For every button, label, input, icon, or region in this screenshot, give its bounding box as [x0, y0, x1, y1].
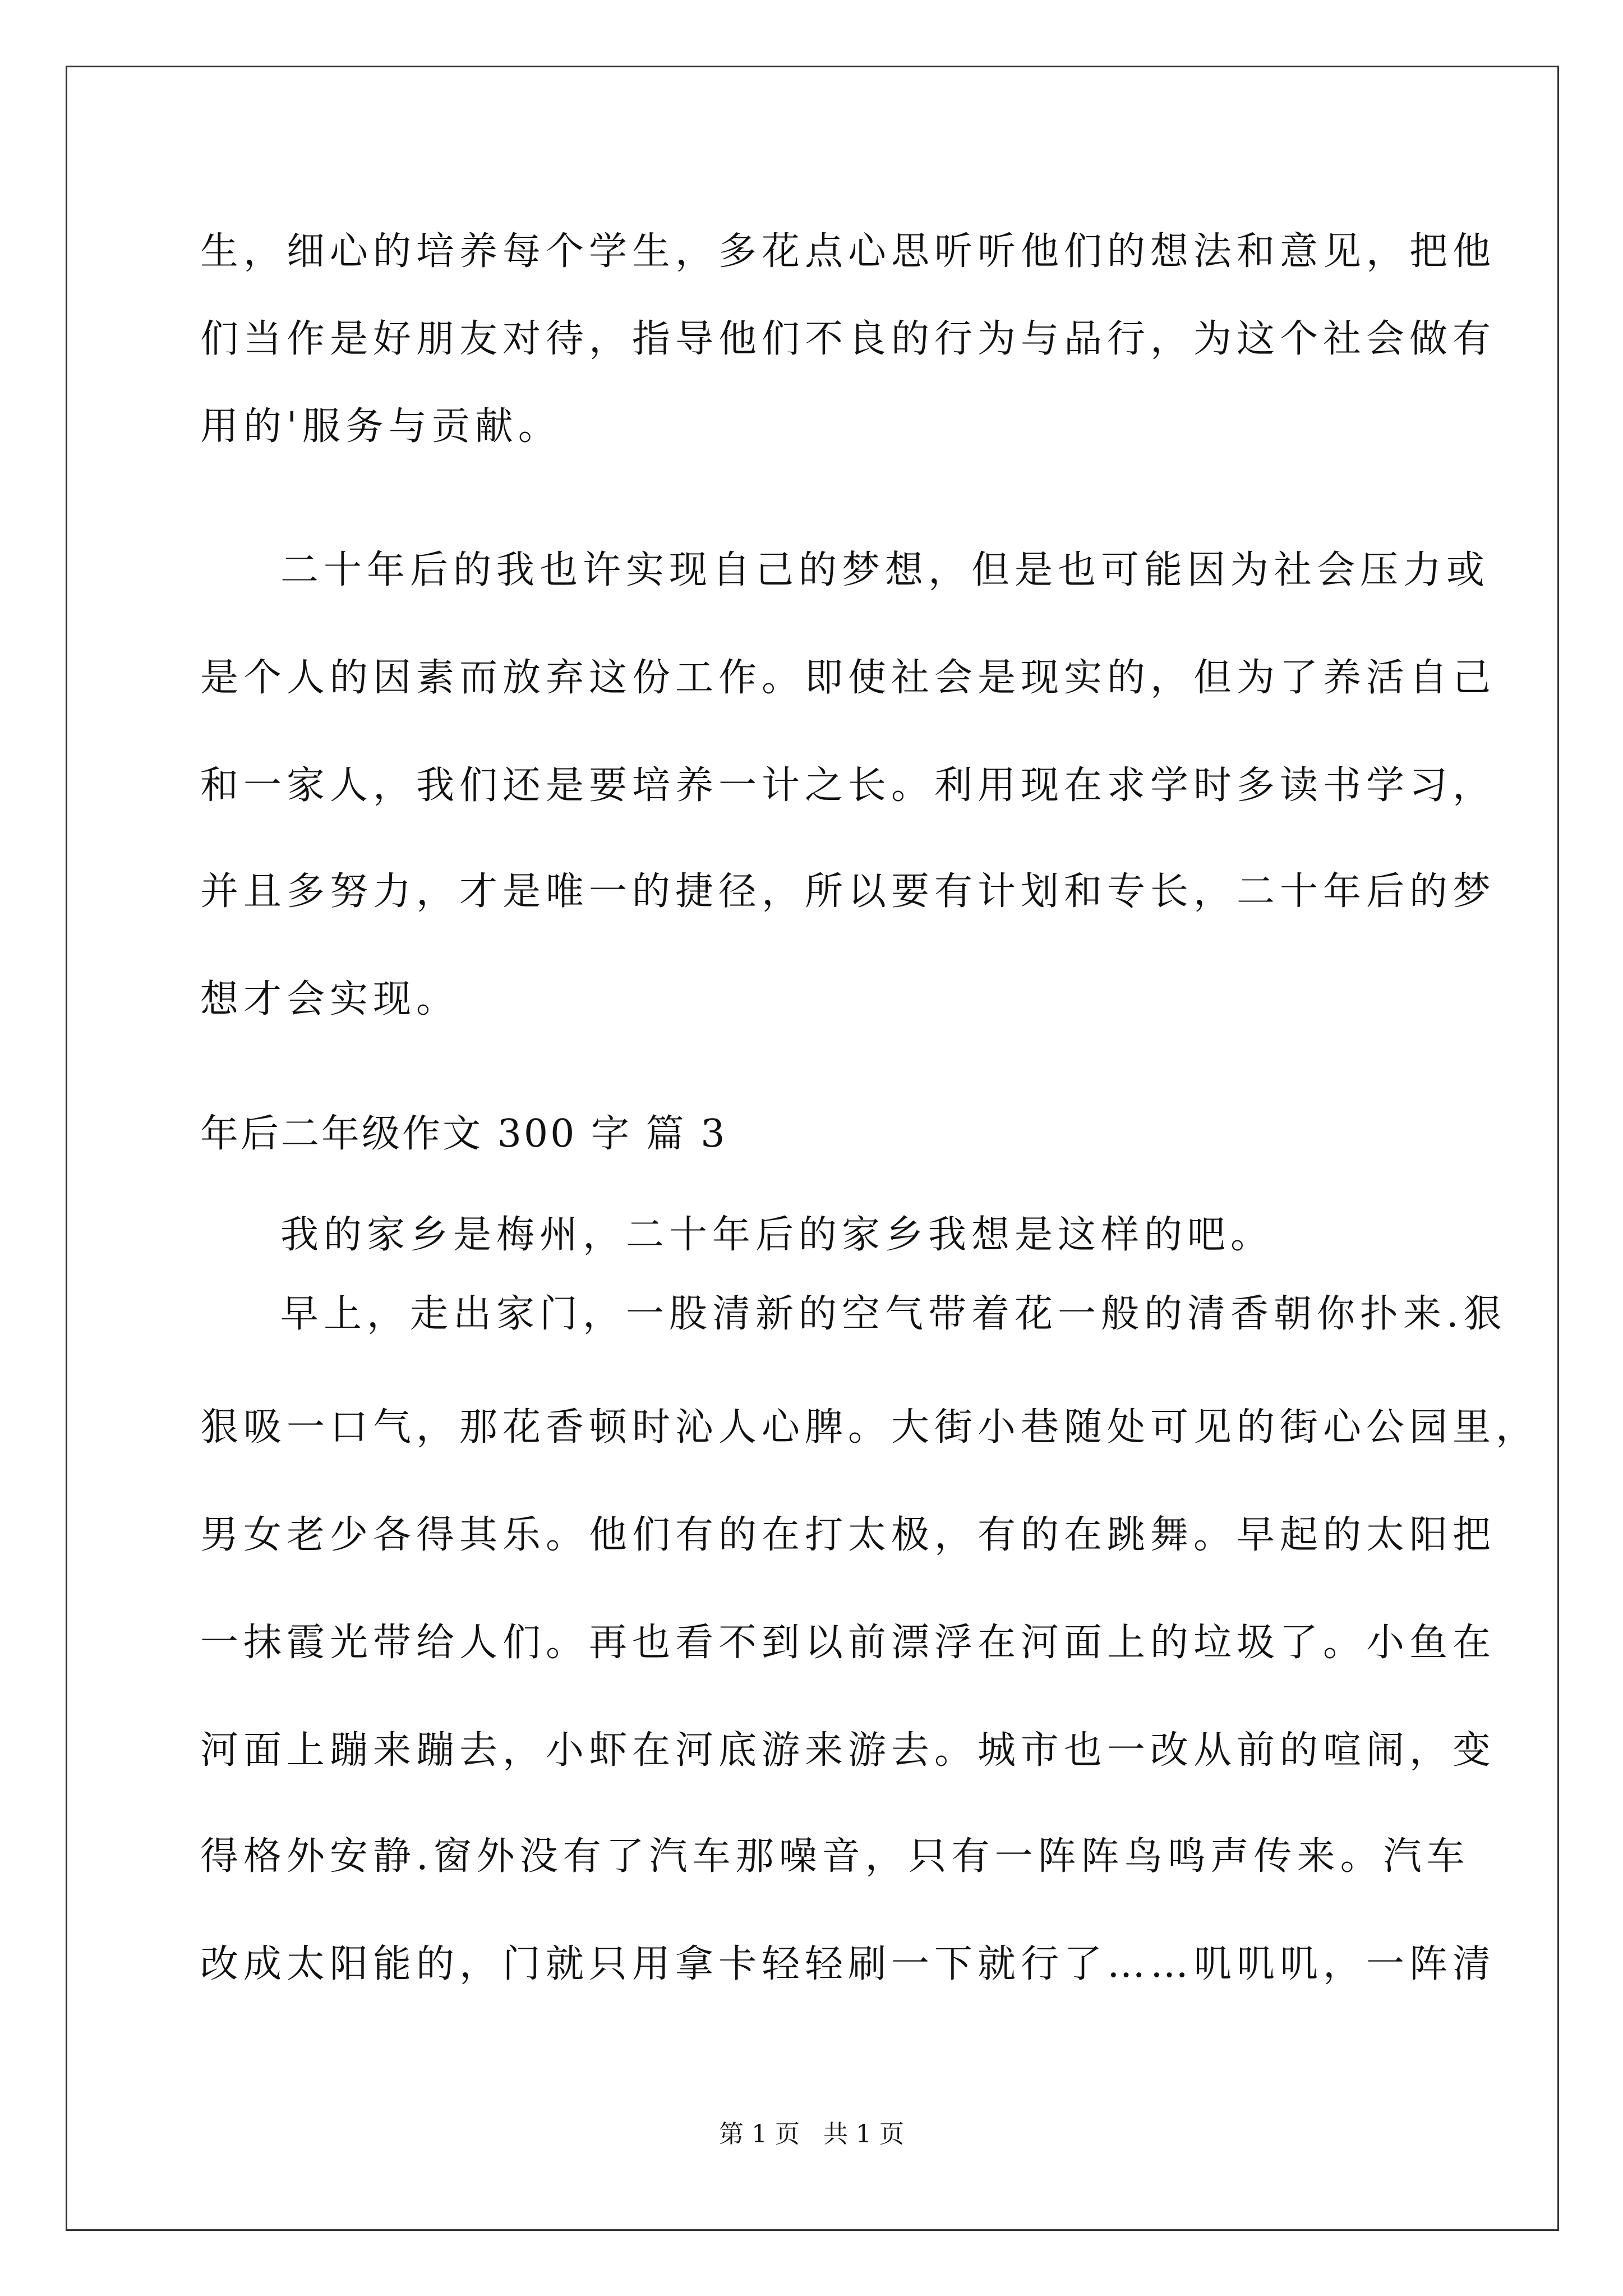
page-number-total: 共 1 页: [823, 2120, 904, 2148]
page-number-current: 第 1 页: [719, 2120, 800, 2148]
text-line: 和一家人，我们还是要培养一计之长。利用现在求学时多读书学习，: [200, 763, 1496, 808]
text-line: 生，细心的培养每个学生，多花点心思听听他们的想法和意见，把他: [200, 229, 1496, 274]
page-footer: [0, 2118, 1623, 2151]
text-line: 想才会实现。: [200, 977, 460, 1022]
text-line: 早上，走出家门，一股清新的空气带着花一般的清香朝你扑来.狠: [280, 1292, 1507, 1336]
text-line: 一抹霞光带给人们。再也看不到以前漂浮在河面上的垃圾了。小鱼在: [200, 1621, 1496, 1665]
text-line: 我的家乡是梅州，二十年后的家乡我想是这样的吧。: [280, 1213, 1274, 1257]
text-line: 是个人的因素而放弃这份工作。即使社会是现实的，但为了养活自己: [200, 656, 1496, 700]
text-line: 用的'服务与贡献。: [200, 404, 561, 449]
text-line: 河面上蹦来蹦去，小虾在河底游来游去。城市也一改从前的喧闹，变: [200, 1728, 1496, 1773]
text-line: 得格外安静.窗外没有了汽车那噪音，只有一阵阵鸟鸣声传来。汽车: [200, 1834, 1470, 1879]
text-line: 二十年后的我也许实现自己的梦想，但是也可能因为社会压力或: [280, 548, 1490, 592]
text-line: 男女老少各得其乐。他们有的在打太极，有的在跳舞。早起的太阳把: [200, 1513, 1496, 1557]
text-line: 狠吸一口气，那花香顿时沁人心脾。大街小巷随处可见的街心公园里，: [200, 1405, 1539, 1450]
text-line: 们当作是好朋友对待，指导他们不良的行为与品行，为这个社会做有: [200, 317, 1496, 361]
section-heading: 年后二年级作文 300 字 篇 3: [200, 1112, 727, 1156]
text-line: 并且多努力，才是唯一的捷径，所以要有计划和专长，二十年后的梦: [200, 869, 1496, 914]
text-line: 改成太阳能的，门就只用拿卡轻轻刷一下就行了……叽叽叽，一阵清: [200, 1942, 1496, 1986]
